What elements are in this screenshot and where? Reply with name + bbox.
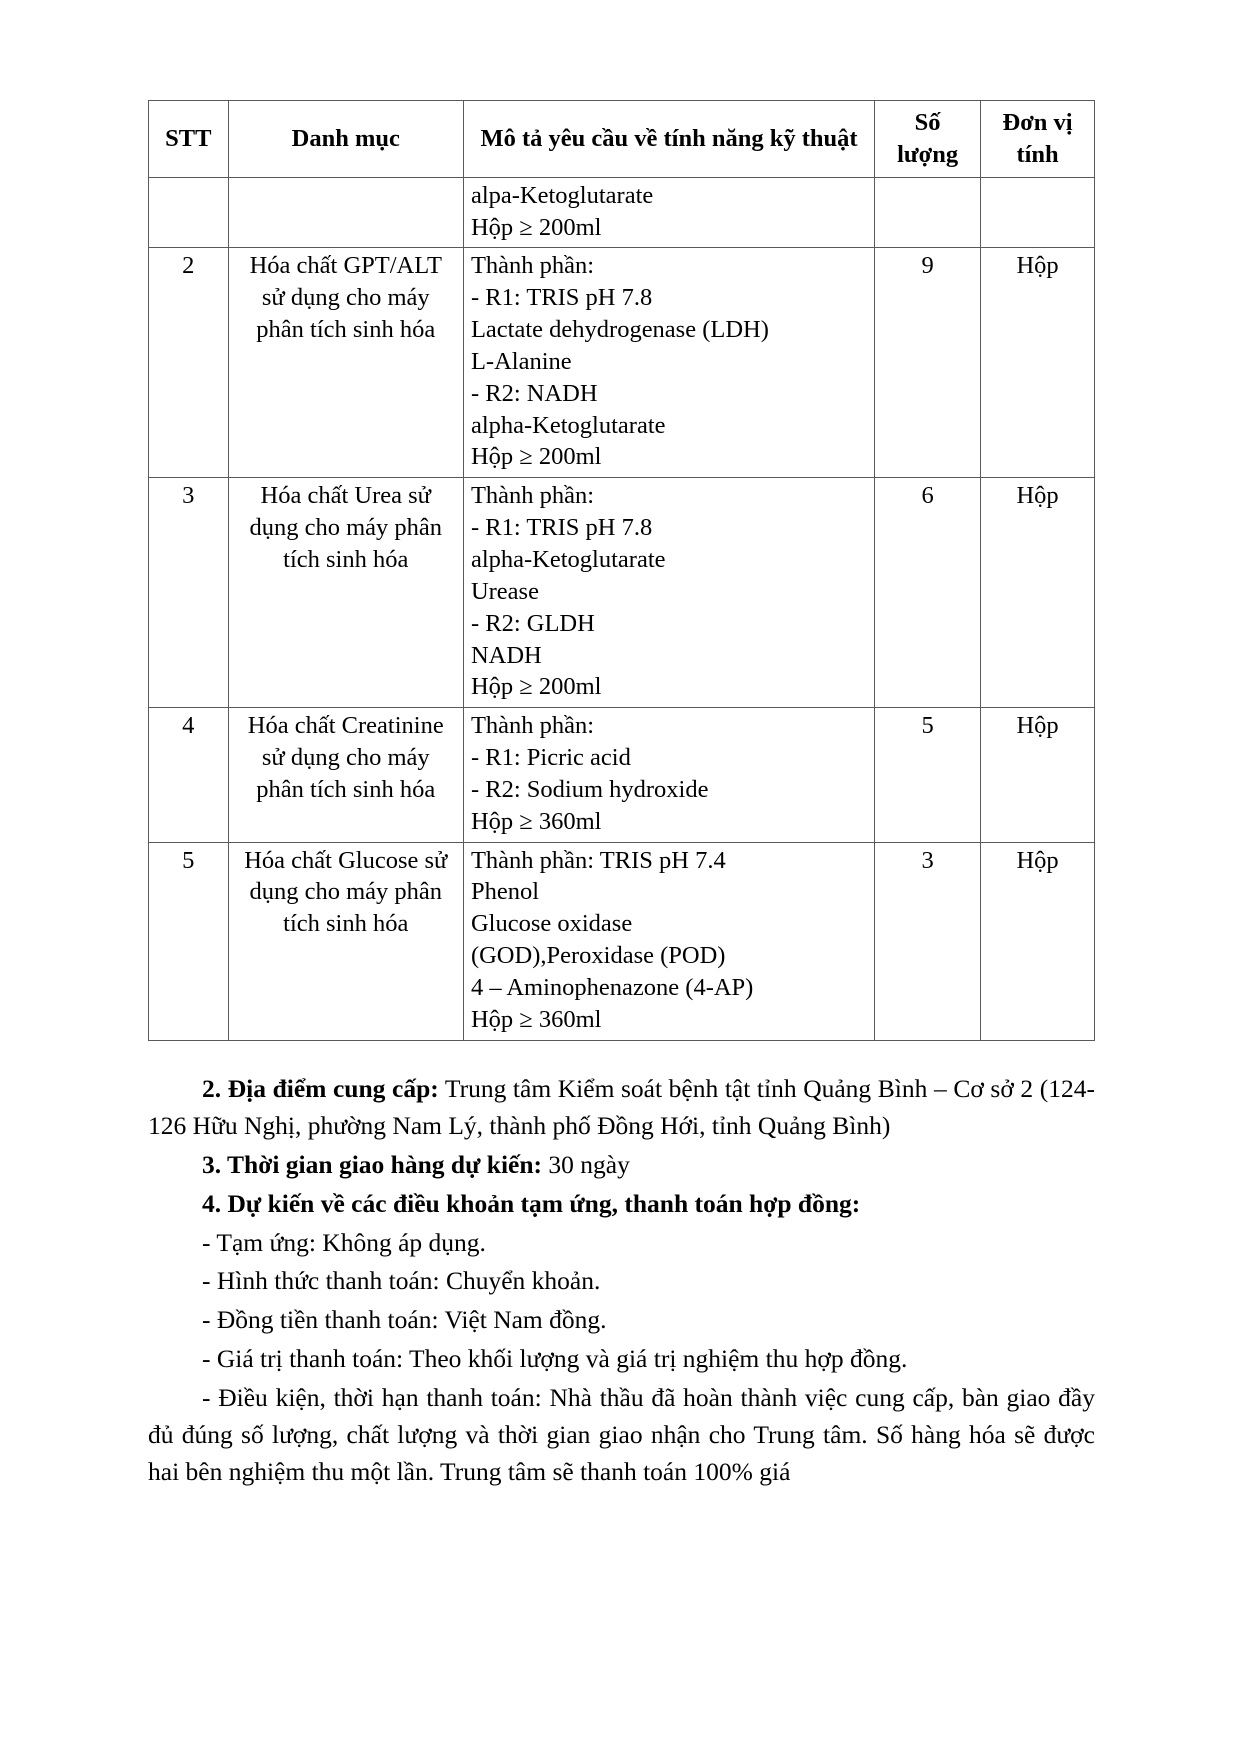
cell-danh-muc — [228, 177, 463, 248]
payment-bullet-list — [148, 1225, 1095, 1379]
cell-so-luong: 5 — [875, 708, 981, 842]
table-row — [149, 248, 1095, 478]
table-row — [149, 478, 1095, 708]
mo-ta-line: Glucose oxidase — [470, 910, 633, 938]
payment-bullet: - Tạm ứng: Không áp dụng. — [202, 1227, 486, 1257]
section-2-label: 2. Địa điểm cung cấp: — [202, 1073, 439, 1103]
cell-mo-ta — [463, 177, 874, 248]
table-row — [149, 842, 1095, 1040]
section-3-text: 30 ngày — [542, 1149, 630, 1179]
mo-ta-line: Phenol — [470, 878, 540, 906]
cell-danh-muc: Hóa chất Glucose sử dụng cho máy phân tích sinh hóa — [228, 842, 463, 1040]
table-header-row — [149, 101, 1095, 178]
cell-stt: 4 — [149, 708, 229, 842]
mo-ta-line: - R2: GLDH — [470, 609, 595, 637]
cell-stt — [149, 177, 229, 248]
mo-ta-line: L-Alanine — [470, 347, 572, 375]
cell-don-vi: Hộp — [981, 248, 1095, 478]
column-header-danh-muc: Danh mục — [228, 101, 463, 178]
column-header-so-luong: Số lượng — [875, 101, 981, 178]
cell-don-vi: Hộp — [981, 478, 1095, 708]
cell-stt: 3 — [149, 478, 229, 708]
cell-so-luong: 6 — [875, 478, 981, 708]
mo-ta-line: Lactate dehydrogenase (LDH) — [470, 316, 769, 344]
column-header-stt: STT — [149, 101, 229, 178]
mo-ta-line: alpha-Ketoglutarate — [470, 545, 666, 573]
mo-ta-line: Hộp ≥ 360ml — [470, 1005, 602, 1033]
mo-ta-line: Hộp ≥ 200ml — [470, 213, 602, 241]
paragraph-payment-conditions: - Điều kiện, thời hạn thanh toán: Nhà thầu đã hoàn thành việc cung cấp, bàn giao đầy đủ đúng số lượng, chất lượng và thời gian giao nhận cho Trung tâm. Số hàng hóa sẽ được hai bên nghiệm thu một lần. Trung tâm sẽ thanh toán 100% giá — [148, 1383, 1095, 1487]
paragraph-location — [148, 1071, 1095, 1145]
mo-ta-line: Thành phần: — [470, 712, 595, 740]
mo-ta-line: Urease — [470, 577, 539, 605]
cell-danh-muc: Hóa chất Urea sử dụng cho máy phân tích sinh hóa — [228, 478, 463, 708]
mo-ta-line: Thành phần: — [470, 252, 595, 280]
mo-ta-line: alpa-Ketoglutarate — [470, 181, 654, 209]
mo-ta-line: Hộp ≥ 200ml — [470, 673, 602, 701]
cell-mo-ta — [463, 248, 874, 478]
column-header-mo-ta: Mô tả yêu cầu về tính năng kỹ thuật — [463, 101, 874, 178]
cell-stt: 2 — [149, 248, 229, 478]
mo-ta-line: Thành phần: — [470, 482, 595, 510]
cell-stt: 5 — [149, 842, 229, 1040]
paragraph-payment-heading — [148, 1186, 1095, 1223]
specification-table — [148, 100, 1095, 1041]
mo-ta-line: - R2: NADH — [470, 379, 598, 407]
cell-don-vi: Hộp — [981, 708, 1095, 842]
page-content — [148, 100, 1095, 1493]
cell-so-luong: 9 — [875, 248, 981, 478]
payment-bullet: - Đồng tiền thanh toán: Việt Nam đồng. — [202, 1305, 607, 1335]
cell-don-vi: Hộp — [981, 842, 1095, 1040]
mo-ta-line: - R2: Sodium hydroxide — [470, 775, 709, 803]
table-row — [149, 177, 1095, 248]
mo-ta-line: Thành phần: TRIS pH 7.4 — [470, 846, 726, 874]
mo-ta-line: - R1: Picric acid — [470, 744, 631, 772]
mo-ta-line: - R1: TRIS pH 7.8 — [470, 284, 653, 312]
mo-ta-line: alpha-Ketoglutarate — [470, 411, 666, 439]
cell-don-vi — [981, 177, 1095, 248]
payment-bullet: - Hình thức thanh toán: Chuyển khoản. — [202, 1266, 601, 1296]
cell-danh-muc: Hóa chất GPT/ALT sử dụng cho máy phân tích sinh hóa — [228, 248, 463, 478]
table-header — [149, 101, 1095, 178]
paragraph-delivery-time — [148, 1147, 1095, 1184]
cell-danh-muc: Hóa chất Creatinine sử dụng cho máy phân tích sinh hóa — [228, 708, 463, 842]
cell-so-luong — [875, 177, 981, 248]
mo-ta-line: - R1: TRIS pH 7.8 — [470, 514, 653, 542]
cell-mo-ta — [463, 478, 874, 708]
mo-ta-line: Hộp ≥ 360ml — [470, 807, 602, 835]
body-text — [148, 1071, 1095, 1492]
mo-ta-line: (GOD),Peroxidase (POD) — [470, 942, 726, 970]
cell-mo-ta — [463, 842, 874, 1040]
cell-mo-ta — [463, 708, 874, 842]
section-2-text: Trung tâm Kiểm soát bệnh tật tỉnh Quảng Bình – Cơ sở 2 (124-126 Hữu Nghị, phường Nam Lý, thành phố Đồng Hới, tỉnh Quảng Bình) — [148, 1073, 1095, 1140]
table-body — [149, 177, 1095, 1040]
mo-ta-line: Hộp ≥ 200ml — [470, 443, 602, 471]
cell-so-luong: 3 — [875, 842, 981, 1040]
payment-bullet: - Giá trị thanh toán: Theo khối lượng và giá trị nghiệm thu hợp đồng. — [202, 1344, 908, 1374]
column-header-don-vi: Đơn vị tính — [981, 101, 1095, 178]
table-row — [149, 708, 1095, 842]
section-3-label: 3. Thời gian giao hàng dự kiến: — [202, 1149, 543, 1179]
mo-ta-line: 4 – Aminophenazone (4-AP) — [470, 973, 754, 1001]
mo-ta-line: NADH — [470, 641, 542, 669]
section-4-label: 4. Dự kiến về các điều khoản tạm ứng, thanh toán hợp đồng: — [202, 1188, 861, 1218]
